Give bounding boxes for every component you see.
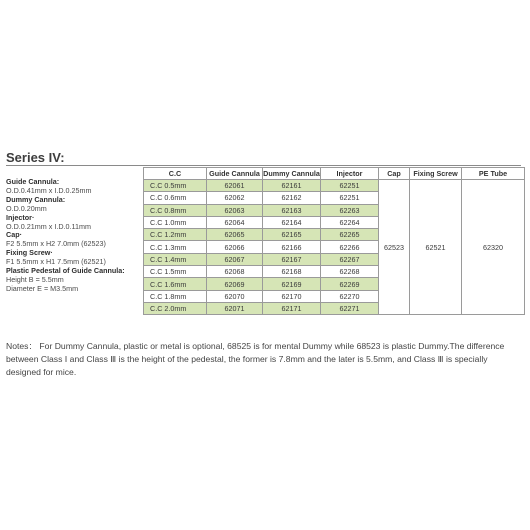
header-dummy-cannula: Dummy Cannula: [263, 169, 320, 178]
cell-dummy-cannula: 62163: [263, 204, 321, 216]
cell-dummy-cannula: 62168: [263, 266, 321, 278]
header-fixing-screw: Fixing Screw: [410, 168, 462, 180]
header-cc: C.C: [144, 168, 207, 180]
spec-heading-cap: Cap·: [6, 230, 22, 240]
cell-injector: 62266: [321, 241, 379, 253]
cell-dummy-cannula: 62169: [263, 278, 321, 290]
cell-dummy-cannula: 62161: [263, 180, 321, 192]
cell-guide-cannula: 62071: [207, 302, 263, 314]
cell-guide-cannula: 62062: [207, 192, 263, 204]
cell-guide-cannula: 62067: [207, 253, 263, 265]
spec-heading-guide-cannula: Guide Cannula:: [6, 177, 60, 186]
spec-value-pedestal-diameter: Diameter E = M3.5mm: [6, 283, 79, 293]
cell-dummy-cannula: 62171: [263, 302, 321, 314]
header-pe-tube: PE Tube: [462, 168, 525, 180]
cell-cc: C.C 1.8mm: [144, 290, 207, 302]
cell-guide-cannula: 62069: [207, 278, 263, 290]
cell-guide-cannula: 62061: [207, 180, 263, 192]
cell-guide-cannula: 62064: [207, 216, 263, 228]
cell-guide-cannula: 62068: [207, 266, 263, 278]
cell-injector: 62251: [321, 192, 379, 204]
cell-dummy-cannula: 62166: [263, 241, 321, 253]
table-header-row: [144, 168, 525, 180]
cell-dummy-cannula: 62164: [263, 216, 321, 228]
cell-injector: 62267: [321, 253, 379, 265]
cell-cc: C.C 0.6mm: [144, 192, 207, 204]
header-cap: Cap: [379, 168, 410, 180]
spec-value-cap: F2 5.5mm x H2 7.0mm (62523): [6, 239, 106, 249]
series-title: Series IV:: [6, 150, 65, 165]
spec-value-dummy-cannula: O.D.0.20mm: [6, 203, 47, 213]
cell-guide-cannula: 62070: [207, 290, 263, 302]
specifications-block: [6, 178, 151, 294]
spec-heading-dummy-cannula: Dummy Cannula:: [6, 194, 66, 204]
cell-dummy-cannula: 62170: [263, 290, 321, 302]
cell-injector: 62269: [321, 278, 379, 290]
title-divider: [6, 165, 521, 166]
cell-cc: C.C 1.3mm: [144, 241, 207, 253]
cell-cc: C.C 1.4mm: [144, 253, 207, 265]
header-guide-cannula: Guide Cannula: [207, 168, 263, 180]
cell-injector: 62264: [321, 216, 379, 228]
spec-value-fixing-screw: F1 5.5mm x H1 7.5mm (62521): [6, 257, 106, 267]
cell-cc: C.C 1.5mm: [144, 266, 207, 278]
cell-cc: C.C 0.5mm: [144, 180, 207, 192]
cell-cc: C.C 2.0mm: [144, 302, 207, 314]
cell-cc: C.C 1.2mm: [144, 229, 207, 241]
spec-value-pedestal-height: Height B = 5.5mm: [6, 274, 64, 284]
cell-guide-cannula: 62063: [207, 204, 263, 216]
cell-cc: C.C 1.6mm: [144, 278, 207, 290]
cell-injector: 62265: [321, 229, 379, 241]
spec-heading-injector: Injector·: [6, 212, 35, 222]
notes-paragraph: Notes： For Dummy Cannula, plastic or metal is optional, 68525 is for mental Dummy while 68523 is plastic Dummy.The difference between Class Ⅰ and Class Ⅲ is the height of the pedestal, the former is 7.8mm and the later is 5.5mm, and Class Ⅲ is specially designed for mice.: [6, 341, 505, 377]
table-row: [144, 180, 525, 192]
cell-injector: 62271: [321, 302, 379, 314]
cell-dummy-cannula: 62167: [263, 253, 321, 265]
cell-injector: 62268: [321, 266, 379, 278]
cell-pe-tube: 62320: [462, 180, 525, 315]
spec-value-guide-cannula: O.D.0.41mm x I.D.0.25mm: [6, 185, 92, 195]
cell-guide-cannula: 62066: [207, 241, 263, 253]
cell-cc: C.C 0.8mm: [144, 204, 207, 216]
product-table: [143, 167, 525, 315]
cell-fixing-screw: 62521: [410, 180, 462, 315]
spec-heading-fixing-screw: Fixing Screw·: [6, 248, 53, 258]
cell-cc: C.C 1.0mm: [144, 216, 207, 228]
cell-guide-cannula: 62065: [207, 229, 263, 241]
header-injector: Injector: [321, 168, 379, 180]
spec-heading-pedestal: Plastic Pedestal of Guide Cannula:: [6, 266, 125, 276]
cell-cap: 62523: [379, 180, 410, 315]
cell-injector: 62251: [321, 180, 379, 192]
cell-injector: 62270: [321, 290, 379, 302]
cell-dummy-cannula: 62165: [263, 229, 321, 241]
cell-dummy-cannula: 62162: [263, 192, 321, 204]
cell-injector: 62263: [321, 204, 379, 216]
spec-value-injector: O.D.0.21mm x I.D.0.11mm: [6, 221, 91, 231]
